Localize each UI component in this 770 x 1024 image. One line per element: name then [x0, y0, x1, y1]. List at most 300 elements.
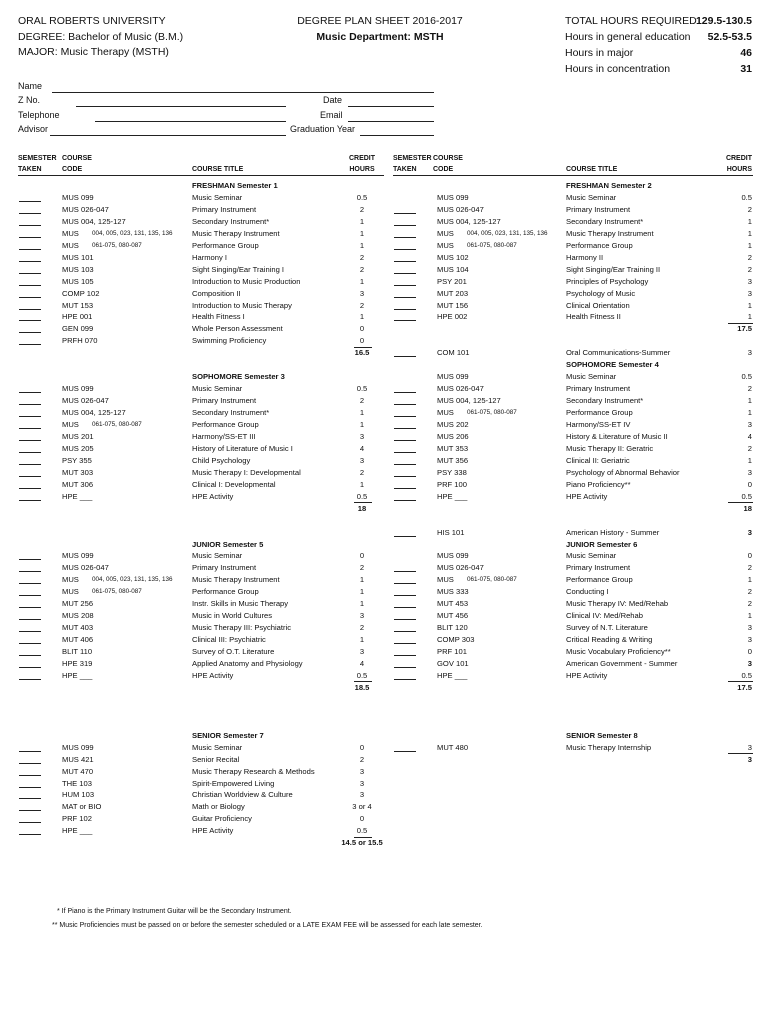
credit-hours: 1: [747, 300, 752, 310]
course-code-range: 061-075, 080-087: [92, 241, 142, 249]
taken-checkbox-line[interactable]: [394, 261, 416, 262]
graduation-year-field[interactable]: [360, 135, 434, 136]
course-code: GOV 101: [437, 659, 469, 668]
taken-checkbox-line[interactable]: [394, 416, 416, 417]
course-code: MUS 104: [437, 264, 469, 274]
credit-hours: 0: [359, 814, 365, 824]
credit-hours: 3: [747, 742, 752, 752]
course-title: Critical Reading & Writing: [566, 635, 653, 645]
credit-hours: 3: [359, 455, 365, 465]
taken-checkbox-line[interactable]: [19, 583, 41, 584]
course-code-range: 004, 005, 023, 131, 135, 136: [92, 576, 173, 584]
course-code: MUS 099: [62, 192, 94, 202]
taken-checkbox-line[interactable]: [19, 225, 41, 226]
course-code: MUT 256: [62, 599, 94, 609]
taken-checkbox-line[interactable]: [394, 655, 416, 656]
taken-checkbox-line[interactable]: [394, 631, 416, 632]
course-code-range: 061-075, 080-087: [467, 241, 517, 249]
course-title: Music Seminar: [192, 192, 243, 202]
taken-checkbox-line[interactable]: [19, 297, 41, 298]
course-code: PSY 338: [437, 467, 467, 477]
taken-checkbox-line[interactable]: [394, 679, 416, 680]
taken-checkbox-line[interactable]: [394, 571, 416, 572]
course-code: MUS: [437, 240, 454, 250]
course-code: GEN 099: [62, 324, 94, 334]
credit-hours: 3: [747, 276, 752, 286]
course-title: Health Fitness II: [566, 312, 621, 322]
credit-hours: 3: [747, 635, 752, 645]
taken-checkbox-line[interactable]: [19, 763, 41, 764]
credit-hours: 4: [747, 431, 752, 441]
course-title: Primary Instrument: [192, 563, 257, 573]
course-title: Performance Group: [566, 240, 633, 250]
credit-hours: 3: [747, 420, 752, 429]
course-header: COURSE: [433, 155, 463, 162]
course-title: Piano Proficiency**: [566, 479, 631, 489]
graduation-year-label: Graduation Year: [290, 124, 356, 134]
course-code: MUT 353: [437, 443, 469, 453]
taken-checkbox-line[interactable]: [19, 667, 41, 668]
course-code: HPE ___: [62, 491, 93, 501]
taken-checkbox-line[interactable]: [394, 237, 416, 238]
course-code: PRF 100: [437, 479, 467, 489]
course-code: MUS: [437, 575, 454, 585]
credit-hours: 3: [747, 288, 752, 298]
taken-checkbox-line[interactable]: [19, 798, 41, 799]
course-title: Swimming Proficiency: [192, 336, 267, 346]
taken-checkbox-line[interactable]: [394, 667, 416, 668]
semester-heading: FRESHMAN Semester 2: [566, 181, 652, 190]
course-title: Introduction to Music Therapy: [192, 300, 292, 310]
zno-label: Z No.: [18, 95, 41, 105]
credit-hours: 1: [359, 599, 365, 609]
course-code: HPE 002: [437, 312, 468, 322]
credit-hours: 0.5: [356, 491, 368, 501]
taken-checkbox-line[interactable]: [19, 285, 41, 286]
credit-hours: 1: [747, 455, 752, 465]
credit-hours: 2: [359, 204, 365, 214]
taken-checkbox-line[interactable]: [19, 751, 41, 752]
credit-hours: 1: [359, 276, 365, 286]
course-title: Oral Communications-Summer: [566, 348, 671, 358]
semester-heading: FRESHMAN Semester 1: [192, 181, 278, 190]
course-title: Performance Group: [192, 587, 259, 597]
course-title: Music Vocabulary Proficiency**: [566, 647, 671, 657]
course-code: HPE 319: [62, 659, 93, 668]
advisor-label: Advisor: [18, 124, 49, 134]
taken-checkbox-line[interactable]: [394, 476, 416, 477]
header-rule-left: [18, 175, 384, 176]
course-title: Clinical II: Geriatric: [566, 455, 630, 465]
taken-checkbox-line[interactable]: [394, 297, 416, 298]
credit-hours: 3: [747, 623, 752, 633]
credit-hours: 0: [747, 551, 752, 561]
date-field[interactable]: [348, 106, 434, 107]
credit-hours: 1: [359, 312, 365, 322]
credit-hours: 1: [359, 408, 365, 418]
taken-checkbox-line[interactable]: [19, 595, 41, 596]
taken-checkbox-line[interactable]: [394, 619, 416, 620]
course-title: HPE Activity: [566, 670, 608, 680]
course-title: Survey of O.T. Literature: [192, 647, 275, 657]
course-code: MUT 403: [62, 623, 94, 633]
credit-hours: 3: [359, 647, 365, 657]
course-code: MUT 203: [437, 288, 469, 298]
credit-hours: 0: [359, 551, 365, 561]
credit-hours: 1: [747, 216, 752, 226]
taken-checkbox-line[interactable]: [19, 440, 41, 441]
taken-checkbox-line[interactable]: [394, 428, 416, 429]
credit-hours: 2: [747, 384, 752, 394]
taken-checkbox-line[interactable]: [19, 488, 41, 489]
course-title: Christian Worldview & Culture: [192, 790, 293, 800]
course-title: Performance Group: [192, 240, 259, 250]
course-title: Clinical IV: Med/Rehab: [566, 611, 643, 621]
course-title: Instr. Skills in Music Therapy: [192, 599, 289, 609]
taken-checkbox-line[interactable]: [394, 320, 416, 321]
credit-hours: 2: [359, 252, 365, 262]
course-code: MUS 004, 125-127: [62, 408, 126, 418]
taken-checkbox-line[interactable]: [394, 356, 416, 357]
taken-checkbox-line[interactable]: [19, 810, 41, 811]
course-code-range: 061-075, 080-087: [92, 421, 142, 428]
taken-checkbox-line[interactable]: [394, 273, 416, 274]
course-code: MUS 103: [62, 264, 94, 274]
course-title: Music Therapy II: Geratric: [566, 443, 654, 453]
course-code: MUS 004, 125-127: [437, 216, 501, 226]
taken-checkbox-line[interactable]: [19, 320, 41, 321]
taken-checkbox-line[interactable]: [394, 392, 416, 393]
name-label: Name: [18, 81, 43, 91]
taken-checkbox-line[interactable]: [19, 452, 41, 453]
course-code: BLIT 110: [62, 647, 93, 657]
department-label: Music Department: MSTH: [316, 31, 444, 43]
credit-hours: 2: [359, 264, 365, 274]
gen-ed-hours-value: 52.5-53.5: [707, 31, 752, 43]
taken-checkbox-line[interactable]: [19, 404, 41, 405]
credit-hours: 1: [747, 408, 752, 418]
taken-checkbox-line[interactable]: [394, 595, 416, 596]
taken-checkbox-line[interactable]: [394, 488, 416, 489]
course-code: MUS 102: [437, 252, 469, 262]
header-rule-right: [393, 175, 753, 176]
course-code: MUS: [62, 587, 79, 597]
telephone-label: Telephone: [18, 110, 60, 120]
credit-hours: 3: [747, 659, 752, 668]
telephone-field[interactable]: [95, 121, 286, 122]
course-title: Whole Person Assessment: [192, 324, 283, 334]
course-code: HUM 103: [62, 790, 95, 800]
taken-checkbox-line[interactable]: [19, 213, 41, 214]
credit-hours: 3: [359, 288, 365, 298]
credit-hours: 3: [359, 611, 365, 621]
course-code: MUS 099: [62, 551, 94, 561]
advisor-field[interactable]: [50, 135, 286, 136]
email-field[interactable]: [348, 121, 434, 122]
course-code: MUS 208: [62, 611, 94, 621]
credit-hours: 2: [359, 300, 365, 310]
course-title: Sight Singing/Ear Training II: [566, 264, 661, 274]
course-title: Primary Instrument: [566, 384, 631, 394]
taken-checkbox-line[interactable]: [19, 500, 41, 501]
taken-checkbox-line[interactable]: [19, 428, 41, 429]
credit-hours: 1: [359, 240, 365, 250]
taken-checkbox-line[interactable]: [394, 249, 416, 250]
taken-checkbox-line[interactable]: [19, 679, 41, 680]
course-code: MUS 099: [62, 742, 94, 752]
course-code: MUS 202: [437, 420, 469, 429]
course-code: MUS 026-047: [62, 563, 109, 573]
taken-checkbox-line[interactable]: [19, 643, 41, 644]
course-code: MUS 099: [437, 372, 469, 382]
credit-hours: 1: [747, 228, 752, 238]
course-title: Harmony/SS-ET IV: [566, 420, 631, 429]
credit-hours: 3: [359, 778, 365, 788]
course-code: HPE ___: [62, 670, 93, 680]
course-title: Music Therapy Research & Methods: [192, 766, 315, 776]
gen-ed-hours-label: Hours in general education: [565, 31, 691, 43]
course-code: MUT 153: [62, 300, 94, 310]
credit-hours: 4: [359, 443, 365, 453]
semester-total-hours: 3: [747, 754, 752, 764]
course-code: HIS 101: [437, 527, 465, 537]
taken-checkbox-line[interactable]: [19, 392, 41, 393]
credit-hours: 2: [747, 443, 752, 453]
credit-hours: 4: [359, 659, 365, 668]
credit-hours: 1: [747, 396, 752, 406]
taken-checkbox-line[interactable]: [19, 775, 41, 776]
course-title: Music Therapy Instrument: [192, 575, 280, 585]
name-field[interactable]: [52, 92, 434, 93]
taken-checkbox-line[interactable]: [19, 273, 41, 274]
taken-checkbox-line[interactable]: [394, 464, 416, 465]
taken-checkbox-line[interactable]: [19, 249, 41, 250]
credit-hours: 0: [359, 324, 365, 334]
taken-checkbox-line[interactable]: [394, 213, 416, 214]
course-code: MUT 356: [437, 455, 469, 465]
course-title: Senior Recital: [192, 754, 240, 764]
course-title: Guitar Proficiency: [192, 814, 252, 824]
course-title: Harmony/SS-ET III: [192, 431, 256, 441]
semester-heading: SENIOR Semester 7: [192, 730, 264, 740]
course-title: Performance Group: [566, 408, 633, 418]
course-code: MUT 480: [437, 742, 469, 752]
taken-checkbox-line[interactable]: [394, 607, 416, 608]
course-title: Principles of Psychology: [566, 276, 649, 286]
course-code: MUT 456: [437, 611, 469, 621]
course-code: MUS: [62, 575, 79, 585]
course-code: BLIT 120: [437, 623, 468, 633]
taken-checkbox-line[interactable]: [19, 631, 41, 632]
course-title-header: COURSE TITLE: [566, 166, 618, 173]
course-title: Secondary Instrument*: [192, 408, 270, 418]
course-code: MUT 156: [437, 300, 469, 310]
major-hours-label: Hours in major: [565, 47, 634, 59]
taken-checkbox-line[interactable]: [19, 344, 41, 345]
code-header: CODE: [433, 166, 454, 173]
taken-checkbox-line[interactable]: [19, 571, 41, 572]
credit-hours: 1: [359, 420, 365, 429]
taken-checkbox-line[interactable]: [19, 787, 41, 788]
taken-checkbox-line[interactable]: [394, 309, 416, 310]
course-code: MUS 099: [62, 384, 94, 394]
taken-checkbox-line[interactable]: [19, 309, 41, 310]
credit-hours: 1: [747, 611, 752, 621]
taken-checkbox-line[interactable]: [19, 261, 41, 262]
semester-header: SEMESTER: [18, 155, 57, 162]
taken-checkbox-line[interactable]: [19, 476, 41, 477]
credit-hours: 3: [747, 527, 752, 537]
taken-checkbox-line[interactable]: [19, 559, 41, 560]
taken-checkbox-line[interactable]: [394, 440, 416, 441]
credit-hours: 0.5: [741, 372, 752, 382]
credit-hours: 2: [359, 754, 365, 764]
semester-header: SEMESTER: [393, 155, 432, 162]
major-label: MAJOR: Music Therapy (MSTH): [18, 46, 169, 58]
taken-checkbox-line[interactable]: [19, 332, 41, 333]
course-title: Music Therapy III: Psychiatric: [192, 623, 292, 633]
course-title: Music Therapy Instrument: [192, 228, 280, 238]
course-title: Secondary Instrument*: [566, 396, 644, 406]
zno-field[interactable]: [76, 106, 286, 107]
taken-checkbox-line[interactable]: [394, 751, 416, 752]
course-title: Introduction to Music Production: [192, 276, 301, 286]
course-title: American History - Summer: [566, 527, 660, 537]
course-code: MUT 306: [62, 479, 94, 489]
taken-checkbox-line[interactable]: [19, 655, 41, 656]
course-title: Music Therapy Internship: [566, 742, 652, 752]
credit-hours: 1: [359, 228, 365, 238]
taken-checkbox-line[interactable]: [19, 607, 41, 608]
course-title: Psychology of Music: [566, 288, 636, 298]
course-code: MUS: [437, 408, 454, 418]
taken-checkbox-line[interactable]: [19, 619, 41, 620]
course-title: Spirit-Empowered Living: [192, 778, 275, 788]
course-title: Primary Instrument: [192, 396, 257, 406]
course-title: Music Seminar: [192, 384, 243, 394]
credit-hours: 1: [359, 635, 365, 645]
course-title: Math or Biology: [192, 802, 245, 812]
taken-checkbox-line[interactable]: [394, 500, 416, 501]
credit-hours: 2: [747, 252, 752, 262]
course-code: MUS 026-047: [62, 396, 109, 406]
credit-hours: 2: [359, 396, 365, 406]
course-code: MUS 101: [62, 252, 94, 262]
course-code: MUT 303: [62, 467, 94, 477]
course-code: PSY 201: [437, 276, 467, 286]
course-code: MUS 099: [437, 192, 469, 202]
course-title: HPE Activity: [566, 491, 608, 501]
taken-checkbox-line[interactable]: [19, 201, 41, 202]
course-code: HPE ___: [437, 670, 468, 680]
course-title: American Government - Summer: [566, 659, 678, 668]
credit-hours: 0: [747, 647, 752, 657]
semester-heading: JUNIOR Semester 5: [192, 539, 264, 549]
credit-header: CREDIT: [725, 155, 752, 162]
concentration-hours-value: 31: [740, 63, 752, 75]
course-code: PRFH 070: [62, 336, 98, 346]
course-title: Performance Group: [566, 575, 633, 585]
course-code: MUS: [62, 228, 79, 238]
course-code: MUS 026-047: [62, 204, 109, 214]
course-code: HPE 001: [62, 312, 93, 322]
taken-checkbox-line[interactable]: [394, 583, 416, 584]
credit-hours: 1: [359, 216, 365, 226]
taken-checkbox-line[interactable]: [19, 464, 41, 465]
course-code: MUT 453: [437, 599, 469, 609]
taken-checkbox-line[interactable]: [19, 237, 41, 238]
credit-hours: 2: [359, 623, 365, 633]
semester-heading: JUNIOR Semester 6: [566, 539, 638, 549]
total-hours-value: 129.5-130.5: [695, 15, 752, 27]
course-code: HPE ___: [437, 491, 468, 501]
credit-hours: 2: [747, 587, 752, 597]
credit-hours: 3: [747, 467, 752, 477]
course-title: Applied Anatomy and Physiology: [192, 659, 303, 668]
hours-header: HOURS: [726, 166, 752, 173]
course-code: MUS 206: [437, 431, 469, 441]
course-code: MUS 105: [62, 276, 94, 286]
concentration-hours-label: Hours in concentration: [565, 63, 671, 75]
taken-checkbox-line[interactable]: [394, 285, 416, 286]
credit-hours: 1: [747, 575, 752, 585]
total-hours-label: TOTAL HOURS REQUIRED: [565, 15, 697, 27]
taken-checkbox-line[interactable]: [19, 822, 41, 823]
credit-hours: 2: [359, 467, 365, 477]
course-title: Clinical III: Psychiatric: [192, 635, 266, 645]
course-code: PRF 102: [62, 814, 92, 824]
semester-total-hours: 17.5: [737, 324, 752, 334]
credit-hours: 3: [359, 790, 365, 800]
course-code: MUS 004, 125-127: [62, 216, 126, 226]
course-title: Secondary Instrument*: [566, 216, 644, 226]
taken-checkbox-line[interactable]: [394, 404, 416, 405]
course-title: Health Fitness I: [192, 312, 245, 322]
semester-total-hours: 16.5: [354, 348, 370, 358]
taken-checkbox-line[interactable]: [19, 416, 41, 417]
course-code: MUT 406: [62, 635, 94, 645]
course-code: MUS: [62, 420, 79, 429]
course-title: Survey of N.T. Literature: [566, 623, 648, 633]
footnote-proficiency: ** Music Proficiencies must be passed on or before the semester scheduled or a LATE EXAM FEE will be assessed for each late semester.: [52, 922, 483, 929]
taken-checkbox-line[interactable]: [394, 225, 416, 226]
credit-hours: 1: [359, 479, 365, 489]
taken-checkbox-line[interactable]: [394, 452, 416, 453]
credit-hours: 2: [747, 204, 752, 214]
course-code: MUS 099: [437, 551, 469, 561]
taken-checkbox-line[interactable]: [19, 834, 41, 835]
course-code: HPE ___: [62, 826, 93, 836]
course-code: MUT 470: [62, 766, 94, 776]
semester-heading: SOPHOMORE Semester 3: [192, 372, 285, 382]
semester-total-hours: 18: [357, 503, 367, 513]
credit-hours: 3 or 4: [352, 802, 372, 812]
course-code-range: 061-075, 080-087: [467, 576, 517, 584]
taken-checkbox-line[interactable]: [394, 536, 416, 537]
course-title: Primary Instrument: [566, 204, 631, 214]
course-title: History of Literature of Music I: [192, 443, 293, 453]
course-title: Harmony I: [192, 252, 228, 262]
course-title-header: COURSE TITLE: [192, 166, 244, 173]
taken-header: TAKEN: [18, 166, 42, 173]
course-title: Music Seminar: [566, 551, 617, 561]
semester-heading: SENIOR Semester 8: [566, 730, 638, 740]
course-code-range: 004, 005, 023, 131, 135, 136: [467, 229, 548, 237]
credit-hours: 0.5: [741, 192, 752, 202]
credit-hours: 0: [359, 742, 365, 752]
taken-checkbox-line[interactable]: [394, 643, 416, 644]
course-title: Primary Instrument: [566, 563, 631, 573]
